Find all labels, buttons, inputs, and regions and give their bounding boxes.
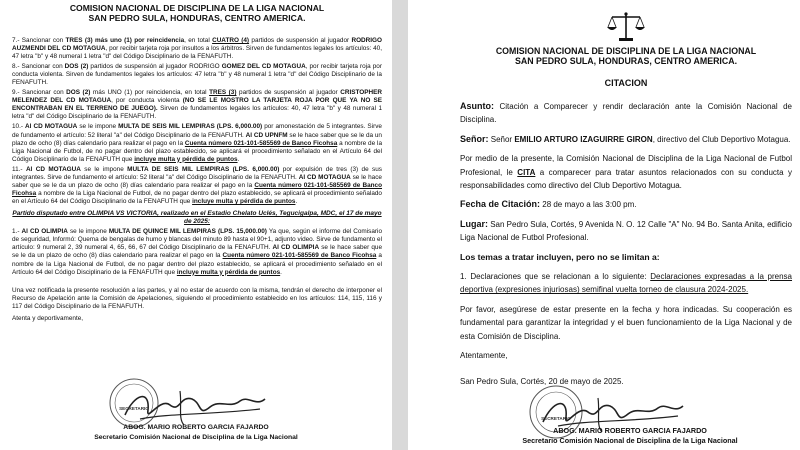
- topics-heading: Los temas a tratar incluyen, pero no se limitan a:: [460, 251, 660, 262]
- sanction-10: 10.- Al CD MOTAGUA se le impone MULTA DE SEIS MIL LEMPIRAS (LPS. 6,000.00) por amonestación de 5 integrantes. Sirve de fundamento el artículo: 52 literal "a" del Código Disciplinario de la FENAFUTH. Al CD UPNFM se le hace saber que se le da un plazo de ocho (8) días calendario para realizar el pago en la Cuenta número 021-101-585569 de Banco Ficohsa a nombre de la Liga Nacional de Futbol, de no pagar dentro del plazo establecido, se aplicará el procedimiento señalado en el Artículo 64 del Código Disciplinario de la FENAFUTH que incluye multa y pérdida de puntos.: [12, 123, 382, 163]
- header-line-1: COMISION NACIONAL DE DISCIPLINA DE LA LIGA NACIONAL: [495, 46, 757, 56]
- intro-paragraph: Por medio de la presente, la Comisión Nacional de Disciplina de la Liga Nacional de Futbol Profesional, le CITA a comparecer para tratar asuntos relacionados con su conducta y responsabilidades como directivo del Club Deportivo Motagua.: [460, 154, 793, 191]
- closing-salutation: Atentamente,: [460, 351, 508, 361]
- addressee: Señor: Señor EMILIO ARTURO IZAGUIRRE GIRON, directivo del Club Deportivo Motagua.: [460, 133, 791, 144]
- topic-item-1: 1. Declaraciones que se relacionan a lo siguiente: Declaraciones expresadas a la prensa deportiva (expresiones injuriosas) semifinal vuelta torneo de clausura 2024-2025.: [460, 272, 793, 295]
- page-header: [460, 46, 792, 66]
- page-header: [12, 3, 382, 23]
- signature-block: [460, 426, 800, 446]
- signer-name: ABOG. MARIO ROBERTO GARCIA FAJARDO: [123, 424, 269, 431]
- attendance-request: Por favor, asegúrese de estar presente en la fecha y hora indicadas. Su cooperación es fundamental para garantizar la integridad y el buen funcionamiento de la Liga Nacional y de esta Comisión de Disciplina.: [460, 304, 792, 341]
- sanction-8: 8.- Sancionar con DOS (2) partidos de suspensión al jugador RODRIGO GOMEZ DEL CD MOTAGUA, por recibir tarjeta roja por conducta violenta. Sirven de fundamentos legales los artículos: 47 letra "b" y 48 numeral 1 letra "d" del Código Disciplinario de la FENAFUTH.: [12, 63, 382, 87]
- sanction-7: 7.- Sancionar con TRES (3) más uno (1) por reincidencia, en total CUATRO (4) partidos de suspensión al jugador RODRIGO AUZMENDI DEL CD MOTAGUA, por recibir tarjeta roja por insultos a los árbitros. Sirven de fundamentos legales los artículos: 40, 47 letra "b" y 48 numeral 1 letra "d" del Código Disciplinario de la FENAFUTH.: [12, 37, 382, 61]
- citation-place: Lugar: San Pedro Sula, Cortés, 9 Avenida N. O. 12 Calle "A" No. 94 Bo. Santa Anita, edificio Liga Nacional de Futbol Profesional.: [460, 218, 792, 243]
- document-title: CITACION: [604, 78, 648, 88]
- header-line-1: COMISION NACIONAL DE DISCIPLINA DE LA LIGA NACIONAL: [69, 3, 325, 13]
- scales-of-justice-icon: [606, 10, 646, 42]
- appeal-notice: Una vez notificada la presente resolución a las partes, y al no estar de acuerdo con la misma, tendrán el derecho de interponer el Recurso de Apelación ante la Comisión de Apelaciones, siguiendo el procedimiento establecido en los artículos: 114, 115, 116 y 117 del Código Disciplinario de la FENAFUTH.: [12, 286, 382, 310]
- sanction-olimpia: 1.- Al CD OLIMPIA se le impone MULTA DE QUINCE MIL LEMPIRAS (LPS. 15,000.00) Ya que, según el informe del Comisario de seguridad, Informó: Quema de bengalas de humo y blancas del minuto 89 hasta el 90+1, adjunto video. Sirve de fundamento el artículo: 9 numeral 2, 39 numeral 4, 65, 66, 67 del Código Disciplinario de la FENAFUTH. Al CD OLIMPIA se le hace saber que se le da un plazo de ocho (8) días calendario para realizar el pago en la Cuenta número 021-101-585569 de Banco Ficohsa a nombre de la Liga Nacional de Futbol, de no pagar dentro del plazo establecido, se aplicará el procedimiento señalado en el Artículo 64 del Código Disciplinario de la FENAFUTH que incluye multa y pérdida de puntos.: [12, 228, 383, 276]
- stamp-label: SECRETARIO: [119, 406, 149, 411]
- citation-date: Fecha de Citación: 28 de mayo a las 3:00 pm.: [460, 199, 637, 210]
- signature-block: [0, 423, 392, 443]
- signer-title: Secretario Comisión Nacional de Disciplina de la Liga Nacional: [522, 436, 738, 445]
- sanction-11: 11.- Al CD MOTAGUA se le impone MULTA DE SEIS MIL LEMPIRAS (LPS. 6,000.00) por expulsión de tres (3) de sus integrantes. Sirve de fundamento el artículo: 52 literal "a" del Código Disciplinario de la FENAFUTH. Al CD MOTAGUA se le hace saber que se le da un plazo de ocho (8) días calendario para realizar el pago en la Cuenta número 021-101-585569 de Banco Ficohsa a nombre de la Liga Nacional de Futbol, de no pagar dentro del plazo establecido, se aplicará el procedimiento señalado en el Artículo 64 del Código Disciplinario de la FENAFUTH que incluye multa y pérdida de puntos.: [12, 165, 383, 205]
- citation-page: [408, 0, 800, 450]
- resolution-page: [0, 0, 392, 450]
- regards: Atenta y deportivamente,: [12, 314, 84, 322]
- signer-name: ABOG. MARIO ROBERTO GARCIA FAJARDO: [553, 426, 707, 435]
- match-heading: Partido disputado entre OLIMPIA VS VICTORIA, realizado en el Estadio Chelato Uclés, Tegucigalpa, MDC, el 17 de mayo de 2025:: [12, 209, 382, 226]
- stamp-label: SECRETARIO: [541, 416, 571, 421]
- header-line-2: SAN PEDRO SULA, HONDURAS, CENTRO AMERICA.: [88, 13, 306, 23]
- signer-title: Secretario Comisión Nacional de Disciplina de la Liga Nacional: [94, 434, 298, 441]
- place-and-date: San Pedro Sula, Cortés, 20 de mayo de 2025.: [460, 376, 624, 386]
- subject: Asunto: Citación a Comparecer y rendir declaración ante la Comisión Nacional de Disciplina.: [460, 101, 792, 125]
- sanction-9: 9.- Sancionar con DOS (2) más UNO (1) por reincidencia, en total TRES (3) partidos de suspensión al jugador CRISTOPHER MELENDEZ DEL CD MOTAGUA, por conducta violenta (NO SE LE MOSTRO LA TARJETA ROJA POR QUE YA NO SE ENCONTRABAN EN EL TERRENO DE JUEGO). Sirven de fundamentos legales los artículos: 40, 47 letra "b" y 48 numeral 1 letra "d" del Código Disciplinario de la FENAFUTH.: [12, 89, 383, 121]
- header-line-2: SAN PEDRO SULA, HONDURAS, CENTRO AMERICA.: [514, 56, 738, 66]
